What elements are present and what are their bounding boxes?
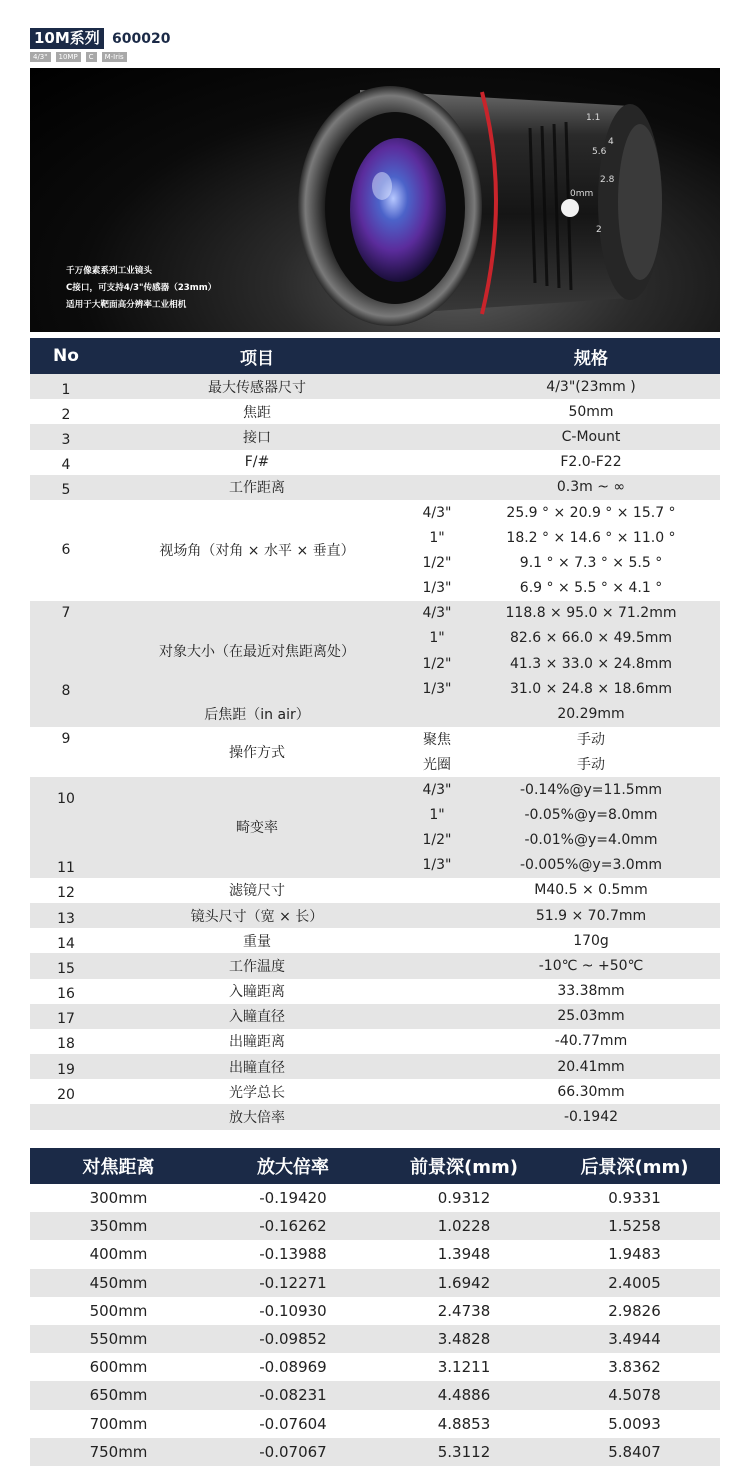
row-no: 7 [30, 601, 102, 651]
hero-line-1: 千万像素系列工业镜头 [66, 266, 152, 276]
row-item: F/# [102, 450, 412, 475]
dof-row [30, 1297, 720, 1325]
row-item: 出瞳直径 [102, 1054, 412, 1079]
cell-magnification: -0.07604 [207, 1410, 379, 1438]
cell-front-dof: 0.9312 [379, 1184, 549, 1212]
cell-rear-dof: 3.8362 [549, 1353, 720, 1381]
row-item: 对象大小（在最近对焦距离处） [102, 601, 412, 702]
dof-row [30, 1381, 720, 1409]
cell-front-dof: 1.6942 [379, 1269, 549, 1297]
row-value: 20.41mm [462, 1054, 720, 1079]
spec-row [30, 928, 720, 953]
cell-rear-dof: 0.9331 [549, 1184, 720, 1212]
row-item: 操作方式 [102, 727, 412, 777]
spec-row [30, 777, 720, 802]
dof-row [30, 1325, 720, 1353]
row-value: 20.29mm [462, 701, 720, 726]
row-sub: 1/3" [412, 676, 462, 701]
row-value: 6.9 ° × 5.5 ° × 4.1 ° [462, 576, 720, 601]
cell-focus-distance: 450mm [30, 1269, 207, 1297]
lens-glass [350, 138, 446, 282]
row-value: 手动 [462, 752, 720, 777]
row-value: -10℃ ~ +50℃ [462, 953, 720, 978]
row-value: -0.14%@y=11.5mm [462, 777, 720, 802]
row-value: 50mm [462, 399, 720, 424]
spec-row [30, 1079, 720, 1104]
row-value: 66.30mm [462, 1079, 720, 1104]
row-value: 4/3"(23mm ) [462, 374, 720, 399]
cell-magnification: -0.19420 [207, 1184, 379, 1212]
row-no: 13 [30, 903, 102, 928]
cell-magnification: -0.08231 [207, 1381, 379, 1409]
row-no: 9 [30, 727, 102, 777]
spec-row [30, 1104, 720, 1129]
ring-mark-5: 2 [596, 225, 602, 235]
row-no: 8 [30, 651, 102, 701]
cell-front-dof: 4.4886 [379, 1381, 549, 1409]
spec-row [30, 1004, 720, 1029]
row-sub: 1/3" [412, 853, 462, 878]
row-no: 1 [30, 374, 102, 399]
cell-front-dof: 4.8853 [379, 1410, 549, 1438]
row-item: 工作温度 [102, 953, 412, 978]
row-no: 5 [30, 475, 102, 500]
spec-row [30, 424, 720, 449]
cell-front-dof: 3.1211 [379, 1353, 549, 1381]
row-value: 82.6 × 66.0 × 49.5mm [462, 626, 720, 651]
row-value: 25.03mm [462, 1004, 720, 1029]
spec-row [30, 979, 720, 1004]
dof-row [30, 1438, 720, 1466]
header-rear-dof: 后景深(mm) [549, 1148, 720, 1184]
cell-rear-dof: 5.8407 [549, 1438, 720, 1466]
dof-row [30, 1410, 720, 1438]
row-item: 出瞳距离 [102, 1029, 412, 1054]
cell-magnification: -0.07067 [207, 1438, 379, 1466]
header-front-dof: 前景深(mm) [379, 1148, 549, 1184]
row-no: 16 [30, 979, 102, 1004]
row-item: 放大倍率 [102, 1104, 412, 1129]
row-value: 9.1 ° × 7.3 ° × 5.5 ° [462, 550, 720, 575]
cell-magnification: -0.13988 [207, 1240, 379, 1268]
cell-focus-distance: 550mm [30, 1325, 207, 1353]
cell-focus-distance: 500mm [30, 1297, 207, 1325]
cell-rear-dof: 2.4005 [549, 1269, 720, 1297]
row-item: 最大传感器尺寸 [102, 374, 412, 399]
row-no: 11 [30, 827, 102, 877]
row-value: 33.38mm [462, 979, 720, 1004]
row-item: 入瞳直径 [102, 1004, 412, 1029]
dof-row [30, 1184, 720, 1212]
row-value: 170g [462, 928, 720, 953]
header-spec: 规格 [462, 338, 720, 374]
row-no: 18 [30, 1029, 102, 1054]
spec-row [30, 500, 720, 525]
cell-focus-distance: 700mm [30, 1410, 207, 1438]
cell-rear-dof: 5.0093 [549, 1410, 720, 1438]
spec-row [30, 1054, 720, 1079]
row-value: C-Mount [462, 424, 720, 449]
row-item: 光学总长 [102, 1079, 412, 1104]
cell-front-dof: 1.3948 [379, 1240, 549, 1268]
header-magnification: 放大倍率 [207, 1148, 379, 1184]
row-no: 17 [30, 1004, 102, 1029]
row-item: 畸变率 [102, 777, 412, 878]
row-item: 滤镜尺寸 [102, 878, 412, 903]
tag-mount: C [86, 52, 97, 62]
row-no: 12 [30, 878, 102, 903]
row-value: 25.9 ° × 20.9 ° × 15.7 ° [462, 500, 720, 525]
spec-row [30, 1029, 720, 1054]
cell-rear-dof: 1.5258 [549, 1212, 720, 1240]
row-item: 工作距离 [102, 475, 412, 500]
row-no: 20 [30, 1079, 102, 1104]
hero-line-3: 适用于大靶面高分辨率工业相机 [66, 300, 187, 310]
spec-row [30, 475, 720, 500]
row-item: 镜头尺寸（宽 × 长） [102, 903, 412, 928]
spec-tags [30, 52, 127, 62]
row-no: 15 [30, 953, 102, 978]
spec-table [30, 338, 720, 1130]
spec-row [30, 903, 720, 928]
ring-mark-4: 2.8 [600, 175, 615, 185]
cell-magnification: -0.12271 [207, 1269, 379, 1297]
spec-row [30, 374, 720, 399]
cell-front-dof: 5.3112 [379, 1438, 549, 1466]
row-value: 手动 [462, 727, 720, 752]
cell-focus-distance: 650mm [30, 1381, 207, 1409]
cell-focus-distance: 750mm [30, 1438, 207, 1466]
row-sub: 1" [412, 802, 462, 827]
cell-magnification: -0.09852 [207, 1325, 379, 1353]
row-no: 2 [30, 399, 102, 424]
cell-magnification: -0.08969 [207, 1353, 379, 1381]
row-sub: 聚焦 [412, 727, 462, 752]
row-value: -0.1942 [462, 1104, 720, 1129]
row-sub: 4/3" [412, 601, 462, 626]
row-sub: 4/3" [412, 500, 462, 525]
depth-of-field-table [30, 1148, 720, 1466]
row-item: 焦距 [102, 399, 412, 424]
header-focus-distance: 对焦距离 [30, 1148, 207, 1184]
row-no: 4 [30, 450, 102, 475]
row-sub: 光圈 [412, 752, 462, 777]
row-item: 视场角（对角 × 水平 × 垂直） [102, 500, 412, 601]
spec-row [30, 953, 720, 978]
cell-focus-distance: 400mm [30, 1240, 207, 1268]
row-item: 入瞳距离 [102, 979, 412, 1004]
ring-label: 0mm [570, 189, 594, 199]
cell-focus-distance: 350mm [30, 1212, 207, 1240]
row-sub: 1/3" [412, 576, 462, 601]
row-sub: 1" [412, 525, 462, 550]
cell-front-dof: 2.4738 [379, 1297, 549, 1325]
cell-focus-distance: 300mm [30, 1184, 207, 1212]
spec-header-row [30, 338, 720, 374]
row-no: 10 [30, 777, 102, 827]
row-value: -40.77mm [462, 1029, 720, 1054]
header-no: No [30, 338, 102, 374]
row-value: -0.005%@y=3.0mm [462, 853, 720, 878]
tag-sensor: 4/3" [30, 52, 51, 62]
model-number: 600020 [112, 31, 171, 47]
row-value: -0.05%@y=8.0mm [462, 802, 720, 827]
cell-magnification: -0.10930 [207, 1297, 379, 1325]
row-sub: 1/2" [412, 550, 462, 575]
row-value: F2.0-F22 [462, 450, 720, 475]
row-value: 18.2 ° × 14.6 ° × 11.0 ° [462, 525, 720, 550]
row-value: 51.9 × 70.7mm [462, 903, 720, 928]
row-no: 14 [30, 928, 102, 953]
cell-front-dof: 1.0228 [379, 1212, 549, 1240]
cell-front-dof: 3.4828 [379, 1325, 549, 1353]
row-item: 重量 [102, 928, 412, 953]
cell-rear-dof: 1.9483 [549, 1240, 720, 1268]
row-item: 接口 [102, 424, 412, 449]
row-no: 6 [30, 500, 102, 601]
dof-row [30, 1212, 720, 1240]
row-value: 31.0 × 24.8 × 18.6mm [462, 676, 720, 701]
spec-row [30, 878, 720, 903]
dof-row [30, 1269, 720, 1297]
row-sub: 1/2" [412, 651, 462, 676]
spec-row [30, 450, 720, 475]
cell-rear-dof: 3.4944 [549, 1325, 720, 1353]
cell-rear-dof: 4.5078 [549, 1381, 720, 1409]
lens-hero-image [30, 68, 720, 332]
header-item: 项目 [102, 338, 412, 374]
cell-magnification: -0.16262 [207, 1212, 379, 1240]
ring-mark-1: 1.1 [586, 113, 601, 123]
hero-caption [66, 263, 216, 314]
dof-row [30, 1240, 720, 1268]
iris-lock-knob [561, 199, 579, 217]
row-value: 0.3m ~ ∞ [462, 475, 720, 500]
row-value: 41.3 × 33.0 × 24.8mm [462, 651, 720, 676]
row-value: M40.5 × 0.5mm [462, 878, 720, 903]
row-value: -0.01%@y=4.0mm [462, 827, 720, 852]
ring-mark-2: 5.6 [592, 147, 607, 157]
row-no: 3 [30, 424, 102, 449]
series-title: 10M系列 [30, 28, 104, 49]
ring-mark-3: 4 [608, 137, 614, 147]
row-value: 118.8 × 95.0 × 71.2mm [462, 601, 720, 626]
dof-header-row [30, 1148, 720, 1184]
tag-resolution: 10MP [56, 52, 81, 62]
dof-row [30, 1353, 720, 1381]
row-sub: 1/2" [412, 827, 462, 852]
tag-iris: M-Iris [102, 52, 127, 62]
spec-row [30, 727, 720, 752]
row-no: 19 [30, 1054, 102, 1079]
spec-row [30, 601, 720, 626]
cell-rear-dof: 2.9826 [549, 1297, 720, 1325]
row-item: 后焦距（in air） [102, 701, 412, 726]
row-sub: 4/3" [412, 777, 462, 802]
cell-focus-distance: 600mm [30, 1353, 207, 1381]
spec-row [30, 701, 720, 726]
hero-line-2: C接口，可支持4/3"传感器（23mm） [66, 283, 217, 293]
row-sub: 1" [412, 626, 462, 651]
spec-row [30, 399, 720, 424]
